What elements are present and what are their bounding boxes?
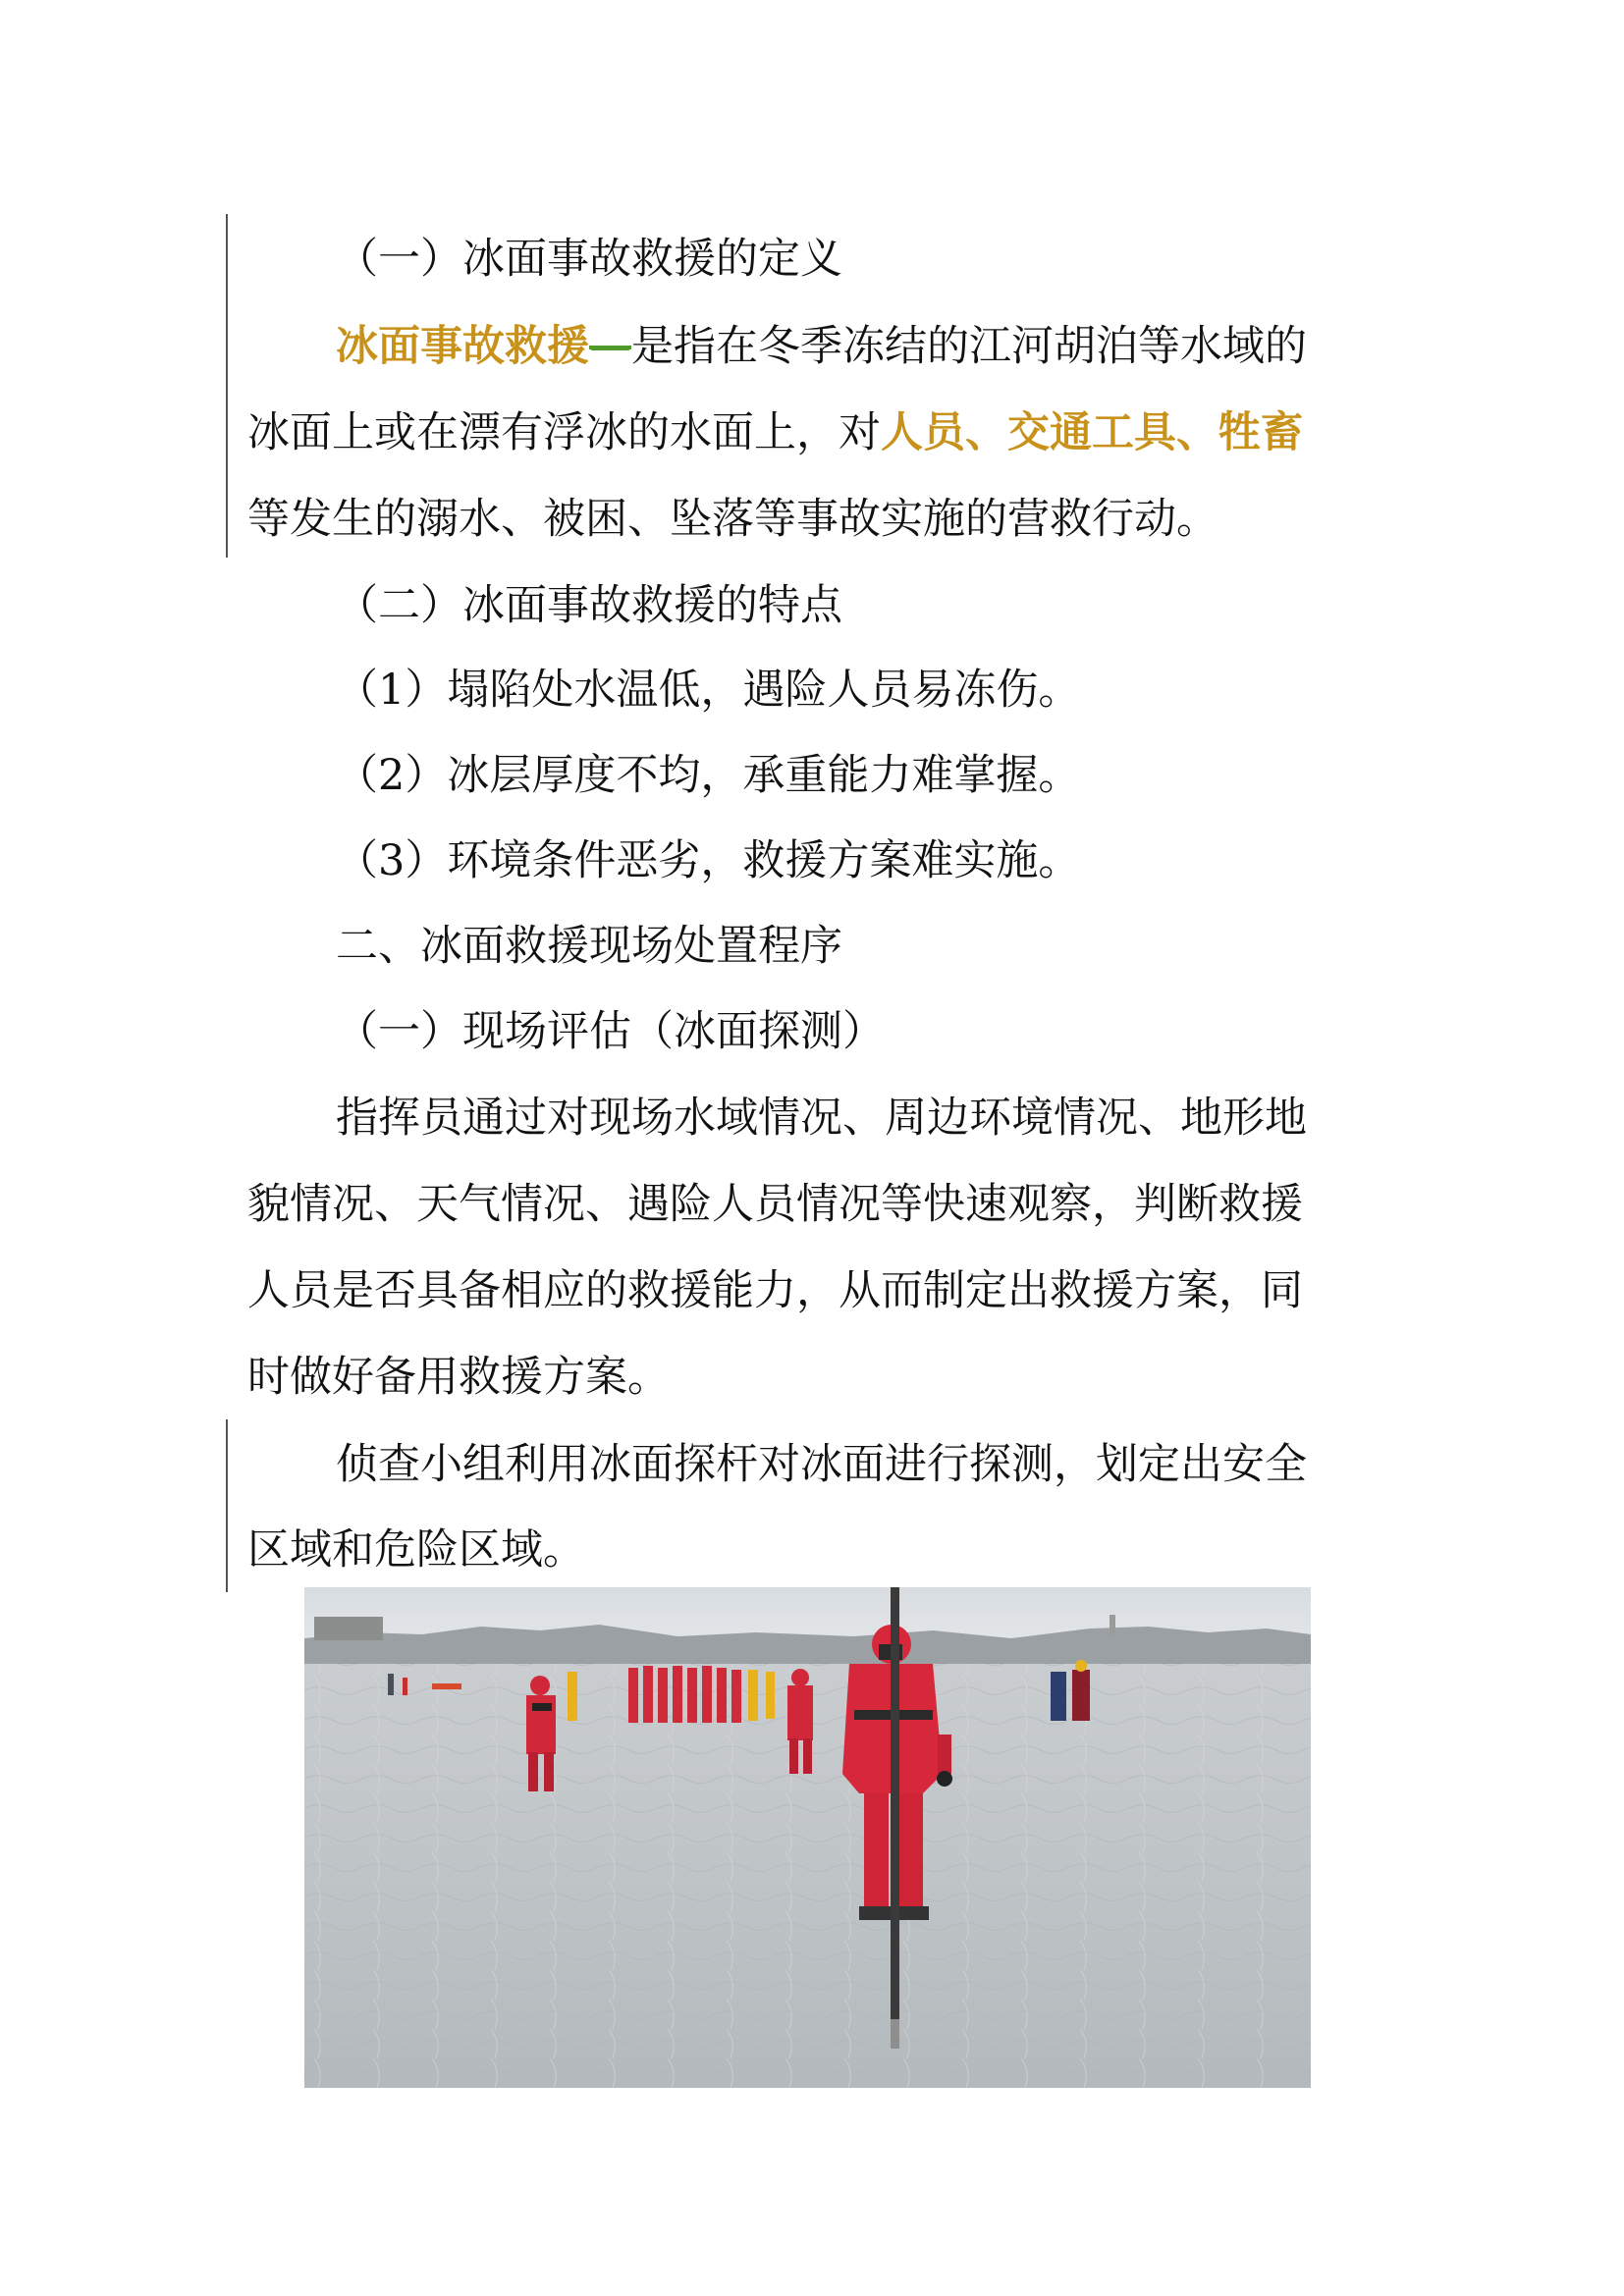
assessment-line-1: 指挥员通过对现场水域情况、周边环境情况、地形地 <box>336 1094 1307 1143</box>
definition-line-3: 等发生的溺水、被困、坠落等事故实施的营救行动。 <box>247 495 1218 544</box>
definition-line-2: 冰面上或在漂有浮冰的水面上，对人员、交通工具、牲畜 <box>247 408 1303 457</box>
feature-3: （3）环境条件恶劣，救援方案难实施。 <box>336 836 1081 885</box>
definition-line-1: 冰面事故救援—是指在冬季冻结的江河胡泊等水域的 <box>336 322 1307 371</box>
ice-rescue-photo-icon <box>304 1587 1311 2088</box>
heading-procedure: 二、冰面救援现场处置程序 <box>336 922 842 971</box>
change-bar-top <box>226 214 228 558</box>
feature-2: （2）冰层厚度不均，承重能力难掌握。 <box>336 751 1081 800</box>
assessment-line-3: 人员是否具备相应的救援能力，从而制定出救援方案，同 <box>247 1266 1303 1315</box>
ice-rescue-photo <box>304 1587 1311 2088</box>
detection-line-2: 区域和危险区域。 <box>247 1525 585 1575</box>
heading-features: （二）冰面事故救援的特点 <box>336 581 842 630</box>
detection-line-1: 侦查小组利用冰面探杆对冰面进行探测，划定出安全 <box>336 1440 1307 1489</box>
feature-1: （1）塌陷处水温低，遇险人员易冻伤。 <box>336 666 1081 715</box>
heading-assessment: （一）现场评估（冰面探测） <box>336 1007 885 1056</box>
change-bar-bottom <box>226 1419 228 1592</box>
deleted-mark: — <box>589 322 631 371</box>
assessment-line-4: 时做好备用救援方案。 <box>247 1353 670 1402</box>
definition-highlight: 人员、交通工具、牲畜 <box>881 408 1303 457</box>
definition-term: 冰面事故救援 <box>336 322 589 371</box>
heading-definition: （一）冰面事故救援的定义 <box>336 235 842 284</box>
assessment-line-2: 貌情况、天气情况、遇险人员情况等快速观察，判断救援 <box>247 1180 1303 1229</box>
